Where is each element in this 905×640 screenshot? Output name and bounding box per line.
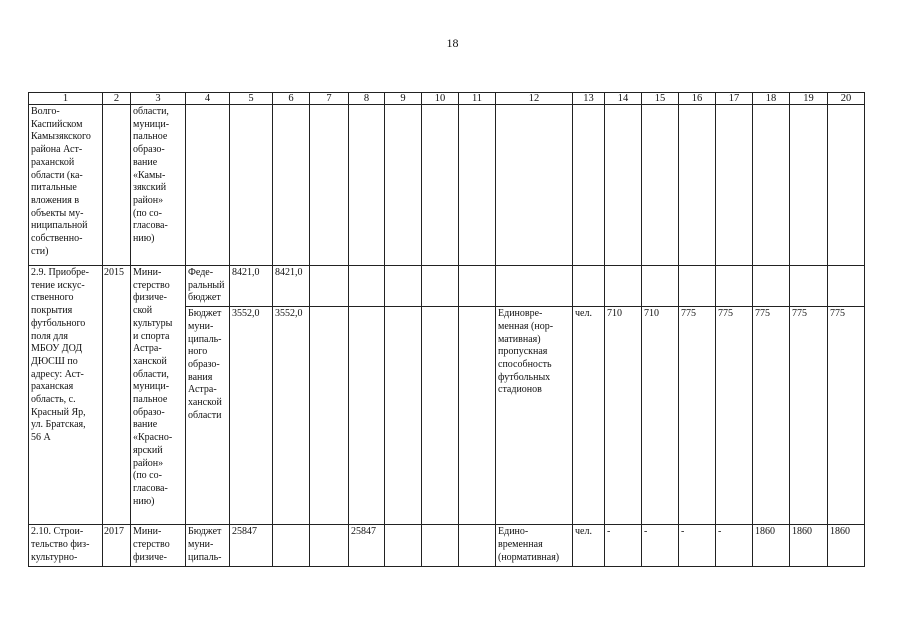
column-header: 12 (496, 93, 573, 105)
empty-cell (459, 266, 496, 307)
indicator-value-cell: 1860 (790, 525, 828, 567)
indicator-value-cell: 775 (716, 307, 753, 525)
column-header: 8 (349, 93, 385, 105)
empty-cell (385, 266, 422, 307)
empty-cell (790, 266, 828, 307)
indicator-value-cell: 1860 (753, 525, 790, 567)
empty-cell (186, 105, 230, 266)
table-row-2-10 (29, 525, 865, 567)
empty-cell (349, 307, 385, 525)
column-header: 4 (186, 93, 230, 105)
empty-cell (385, 525, 422, 567)
amount-total-cell: 8421,0 (230, 266, 273, 307)
empty-cell (310, 105, 349, 266)
empty-cell (273, 105, 310, 266)
indicator-name-cell: Едино- временная (нормативная) (496, 525, 573, 567)
indicator-value-cell: 775 (828, 307, 865, 525)
column-header: 7 (310, 93, 349, 105)
column-header: 5 (230, 93, 273, 105)
empty-cell (828, 266, 865, 307)
activity-name-cell: Волго- Каспийском Камызякского района Аст- раханской области (ка- питальные вложения в объекты му- ниципальной собственно- сти) (29, 105, 103, 266)
indicator-value-cell: - (642, 525, 679, 567)
empty-cell (753, 266, 790, 307)
year-cell: 2017 (103, 525, 131, 567)
indicator-name-cell: Единовре- менная (нор- мативная) пропускная способность футбольных стадионов (496, 307, 573, 525)
empty-cell (422, 105, 459, 266)
amount-year-cell: 3552,0 (273, 307, 310, 525)
empty-cell (310, 307, 349, 525)
column-header: 15 (642, 93, 679, 105)
amount-total-cell: 3552,0 (230, 307, 273, 525)
empty-cell (642, 105, 679, 266)
column-header: 17 (716, 93, 753, 105)
empty-cell (605, 266, 642, 307)
empty-cell (422, 266, 459, 307)
funding-source-cell: Бюджет муни- ципаль- ного образо- вания Астра- ханской области (186, 307, 230, 525)
indicator-value-cell: 775 (790, 307, 828, 525)
indicator-value-cell: 775 (679, 307, 716, 525)
column-header: 19 (790, 93, 828, 105)
empty-cell (790, 105, 828, 266)
empty-cell (459, 307, 496, 525)
page-number: 18 (446, 36, 459, 50)
amount-year-cell: 8421,0 (273, 266, 310, 307)
funding-source-cell: Бюджет муни- ципаль- (186, 525, 230, 567)
empty-cell (573, 105, 605, 266)
column-header: 1 (29, 93, 103, 105)
empty-cell (422, 307, 459, 525)
unit-cell: чел. (573, 525, 605, 567)
executor-cell: Мини- стерство физиче- (131, 525, 186, 567)
column-header: 16 (679, 93, 716, 105)
empty-cell (573, 266, 605, 307)
indicator-value-cell: 710 (642, 307, 679, 525)
empty-cell (716, 266, 753, 307)
empty-cell (459, 105, 496, 266)
empty-cell (459, 525, 496, 567)
amount-total-cell: 25847 (230, 525, 273, 567)
column-number-header-row (29, 93, 865, 105)
indicator-value-cell: - (679, 525, 716, 567)
table-row-continued (29, 105, 865, 266)
indicator-value-cell: - (716, 525, 753, 567)
column-header: 9 (385, 93, 422, 105)
empty-cell (642, 266, 679, 307)
indicator-value-cell: - (605, 525, 642, 567)
table-row-2-9-federal (29, 266, 865, 307)
column-header: 10 (422, 93, 459, 105)
empty-cell (310, 266, 349, 307)
empty-cell (310, 525, 349, 567)
empty-cell (679, 105, 716, 266)
empty-cell (605, 105, 642, 266)
empty-cell (385, 105, 422, 266)
empty-cell (422, 525, 459, 567)
executor-cell: области, муници- пальное образо- вание «Камы- зякский район» (по со- гласова- нию) (131, 105, 186, 266)
empty-cell (349, 266, 385, 307)
year-cell: 2015 (103, 266, 131, 525)
empty-cell (496, 266, 573, 307)
empty-cell (679, 266, 716, 307)
unit-cell: чел. (573, 307, 605, 525)
column-header: 6 (273, 93, 310, 105)
activity-name-cell: 2.10. Строи- тельство физ- культурно- (29, 525, 103, 567)
column-header: 11 (459, 93, 496, 105)
column-header: 3 (131, 93, 186, 105)
activity-name-cell: 2.9. Приобре- тение искус- ственного покрытия футбольного поля для МБОУ ДОД ДЮСШ по адресу: Аст- раханская область, с. Красный Яр, ул. Братская, 56 А (29, 266, 103, 525)
empty-cell (828, 105, 865, 266)
indicator-value-cell: 775 (753, 307, 790, 525)
empty-cell (103, 105, 131, 266)
indicator-value-cell: 1860 (828, 525, 865, 567)
column-header: 13 (573, 93, 605, 105)
empty-cell (385, 307, 422, 525)
indicator-value-cell: 710 (605, 307, 642, 525)
column-header: 14 (605, 93, 642, 105)
program-table (28, 92, 865, 567)
column-header: 2 (103, 93, 131, 105)
column-header: 20 (828, 93, 865, 105)
column-header: 18 (753, 93, 790, 105)
funding-source-cell: Феде- ральный бюджет (186, 266, 230, 307)
empty-cell (273, 525, 310, 567)
empty-cell (230, 105, 273, 266)
empty-cell (753, 105, 790, 266)
empty-cell (716, 105, 753, 266)
executor-cell: Мини- стерство физиче- ской культуры и спорта Астра- ханской области, муници- пальное образо- вание «Красно- ярский район» (по со- гласова- нию) (131, 266, 186, 525)
empty-cell (496, 105, 573, 266)
amount-year-cell: 25847 (349, 525, 385, 567)
empty-cell (349, 105, 385, 266)
